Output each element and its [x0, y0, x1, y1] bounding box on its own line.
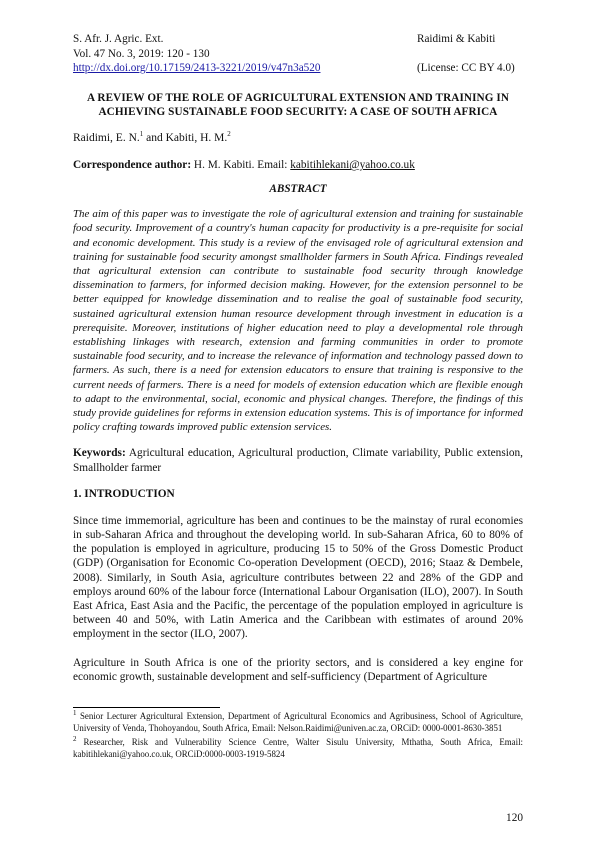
footnote-1-text: Senior Lecturer Agricultural Extension, Department of Agricultural Economics and Agribusiness, School of Agriculture, University of Venda, Thohoyandou, South Africa, Email: Nelson.Raidimi@univen.ac.za, ORCiD: 0000-0001-8630-3851	[73, 711, 523, 733]
license-text: (License: CC BY 4.0)	[417, 62, 515, 75]
author-1-footnote-mark: 1	[139, 130, 144, 139]
author-1: Raidimi, E. N.	[73, 132, 140, 145]
section-heading: 1. INTRODUCTION	[73, 487, 175, 500]
intro-paragraph-2: Agriculture in South Africa is one of the priority sectors, and is considered a key engine for economic growth, sustainable development and self-sufficiency (Department of Agriculture	[73, 656, 523, 683]
correspondence-label: Correspondence author:	[73, 159, 192, 172]
abstract-text: The aim of this paper was to investigate the role of agricultural extension and training for sustainable food security. Improvement of a country's human capacity for productivity is a pre-requisite for social and economic development. This study is a review of the envisaged role of agricultural extension and training for sustainable food security amongst smallholder farmers in South Africa. Findings revealed that agricultural extension can contribute to sustainable food security through knowledge dissemination to farmers, for informed decision making. However, for the extension personnel to be better equipped for knowledge dissemination and to realise the goal of sustainable food security, sustained agricultural extension human resource development through investment in education is a prerequisite. Moreover, institutions of higher education need to play a developmental role through establishing linkages with research, extension and farming communities in order to promote sustainable food security, and to increase the relevance of information and technology passed down to farmers. As such, there is a need for extension educators to ensure that training is responsive to the current needs of farmers. There is a need for models of extension education which are flexible enough to adapt to the environmental, social, economic and physical changes. Therefore, the findings of this study provide guidelines for reforms in extension education systems. This is of importance for informed policy crafting towards improved public extension services.	[73, 208, 523, 434]
paper-title: A REVIEW OF THE ROLE OF AGRICULTURAL EXTENSION AND TRAINING IN ACHIEVING SUSTAINABLE FOOD SECURITY: A CASE OF SOUTH AFRICA	[86, 91, 510, 118]
keywords-text: Agricultural education, Agricultural production, Climate variability, Public extension, Smallholder farmer	[73, 447, 523, 474]
page-number: 120	[506, 812, 523, 824]
authors-short: Raidimi & Kabiti	[417, 33, 496, 45]
author-2: and Kabiti, H. M.	[143, 132, 228, 145]
keywords-label: Keywords:	[73, 447, 126, 460]
running-header	[73, 32, 523, 76]
footnote-2-mark: 2	[73, 734, 77, 743]
footnote-1	[73, 711, 523, 735]
footnote-1-mark: 1	[73, 709, 77, 718]
volume-info: Vol. 47 No. 3, 2019: 120 - 130	[73, 47, 210, 60]
author-line	[73, 131, 523, 145]
footnotes	[73, 711, 523, 763]
footnote-2	[73, 734, 523, 761]
correspondence-email[interactable]: kabitihlekani@yahoo.co.uk	[290, 159, 415, 172]
author-2-footnote-mark: 2	[227, 130, 231, 139]
journal-name: S. Afr. J. Agric. Ext.	[73, 33, 164, 45]
correspondence-text: H. M. Kabiti. Email:	[191, 159, 291, 172]
page-body	[73, 32, 523, 684]
intro-paragraph-1: Since time immemorial, agriculture has been and continues to be the mainstay of rural economies in sub-Saharan Africa and throughout the developing world. In sub-Saharan Africa, 60 to 80% of the population is employed in agriculture, producing 15 to 50% of the Gross Domestic Product (GDP) (Organisation for Economic Co-operation Development (OECD), 2016; Staaz & Dembele, 2008). Similarly, in South Asia, agriculture contributes between 22 and 28% of the GDP and employs around 60% of the labour force (International Labour Organisation (ILO), 2007). In South East Africa, East Asia and the Pacific, the percentage of the population employed in agriculture is between 40 and 50%, with Latin America and the Caribbean with estimates of around 20% employment in the sector (ILO, 2007).	[73, 514, 523, 641]
abstract-heading: ABSTRACT	[269, 183, 327, 196]
footnote-2-text: Researcher, Risk and Vulnerability Science Centre, Walter Sisulu University, Mthatha, South Africa, Email: kabitihlekani@yahoo.co.uk, ORCiD:0000-0003-1919-5824	[73, 736, 523, 759]
keywords-line	[73, 446, 523, 474]
footnote-divider	[73, 707, 220, 708]
correspondence-line	[73, 158, 523, 172]
doi-link[interactable]: http://dx.doi.org/10.17159/2413-3221/2019/v47n3a520	[73, 62, 321, 75]
